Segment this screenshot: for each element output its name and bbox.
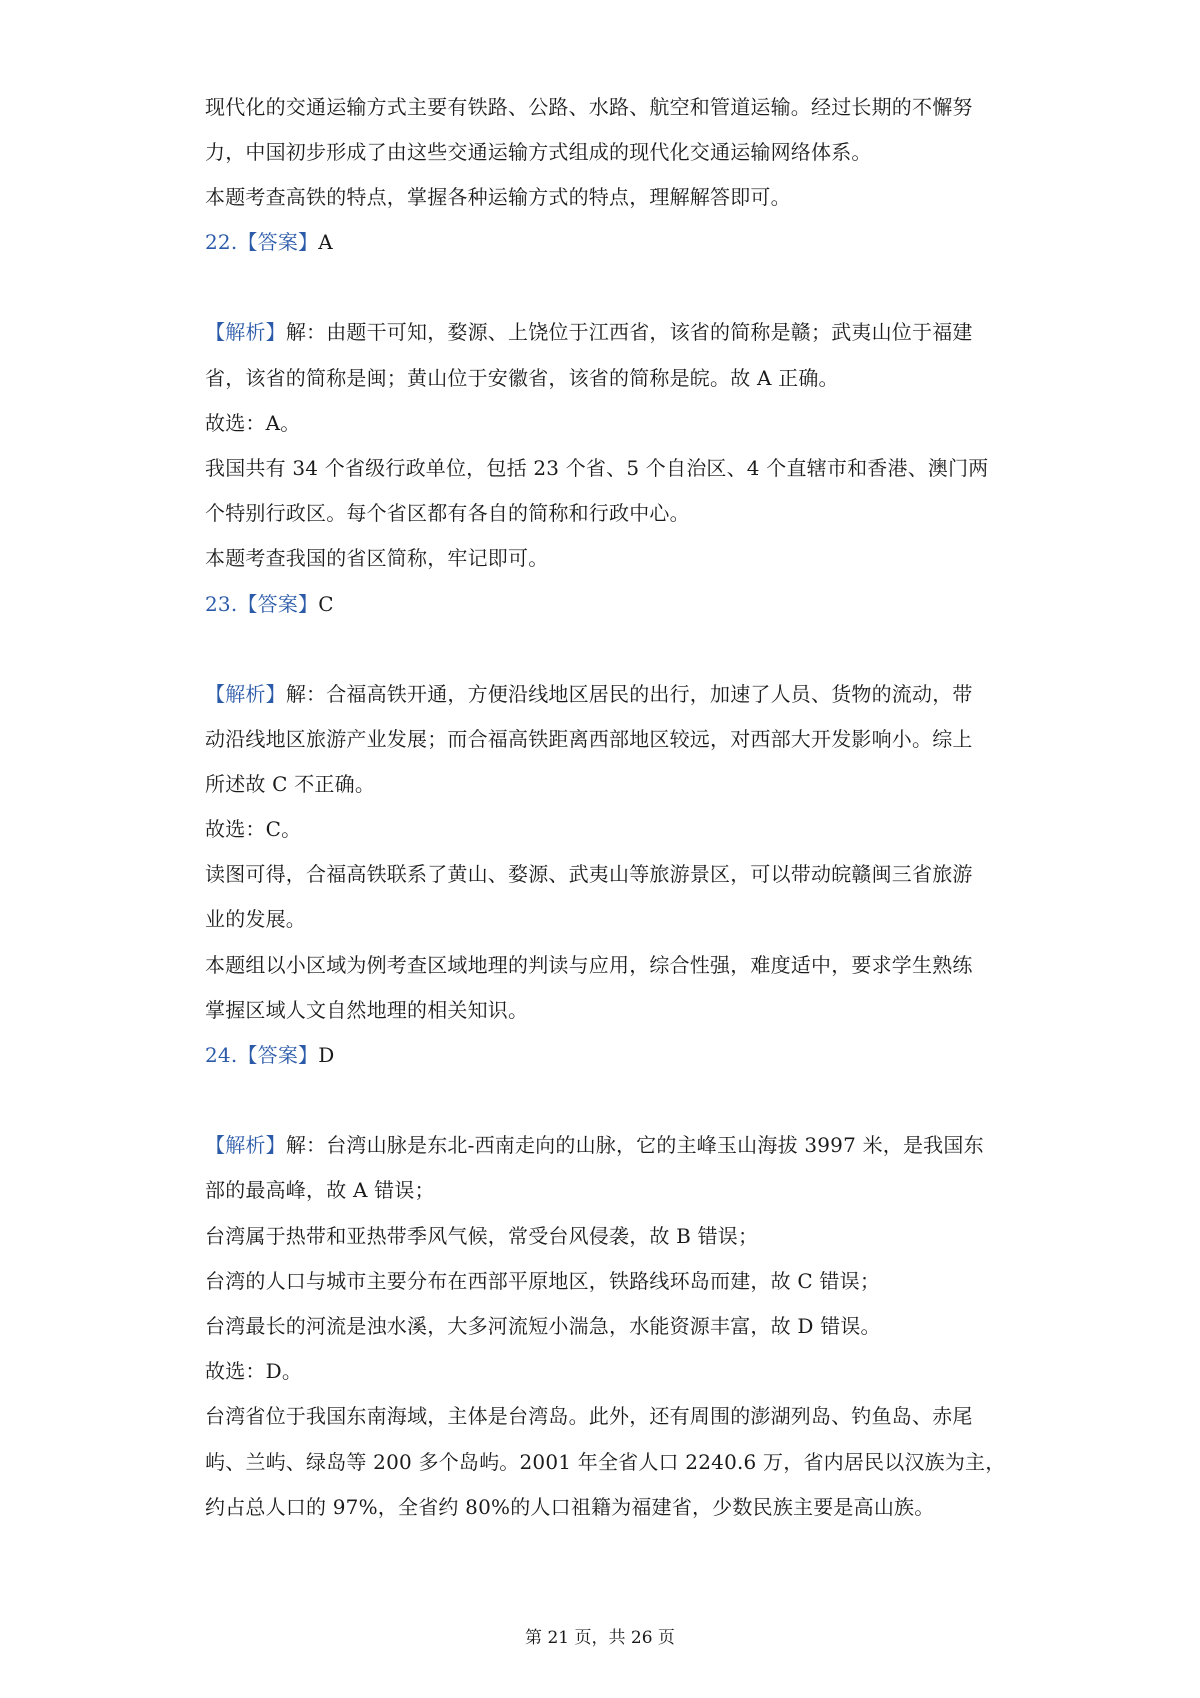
q23-choice-line: 故选：C。 xyxy=(205,817,302,841)
q24-analysis-line-1 xyxy=(205,1131,984,1159)
q22-number: 22. xyxy=(205,230,238,254)
q23-summary-line-1: 本题组以小区域为例考查区域地理的判读与应用，综合性强，难度适中，要求学生熟练 xyxy=(205,953,973,977)
q22-answer-label: 【答案】 xyxy=(237,230,319,254)
intro-line-1: 现代化的交通运输方式主要有铁路、公路、水路、航空和管道运输。经过长期的不懈努 xyxy=(205,95,973,119)
intro-line-3: 本题考查高铁的特点，掌握各种运输方式的特点，理解解答即可。 xyxy=(205,185,791,209)
q24-explain-line-3: 约占总人口的 97%，全省约 80%的人口祖籍为福建省，少数民族主要是高山族。 xyxy=(205,1495,935,1519)
q23-analysis-line-3: 所述故 C 不正确。 xyxy=(205,772,376,796)
q23-answer-label: 【答案】 xyxy=(237,592,319,616)
q22-analysis-line-1 xyxy=(205,318,973,346)
q22-explain-line-1: 我国共有 34 个省级行政单位，包括 23 个省、5 个自治区、4 个直辖市和香港、澳门两 xyxy=(205,456,989,480)
q22-choice-line: 故选：A。 xyxy=(205,411,301,435)
q24-explain-line-2: 屿、兰屿、绿岛等 200 多个岛屿。2001 年全省人口 2240.6 万，省内居民以汉族为主， xyxy=(205,1450,1006,1474)
q22-analysis-line-2: 省，该省的简称是闽；黄山位于安徽省，该省的简称是皖。故 A 正确。 xyxy=(205,366,839,390)
page-footer: 第 21 页，共 26 页 xyxy=(525,1628,675,1648)
q22-analysis-text-1: 解：由题干可知，婺源、上饶位于江西省，该省的简称是赣；武夷山位于福建 xyxy=(285,320,973,344)
q24-analysis-line-2: 部的最高峰，故 A 错误； xyxy=(205,1178,435,1202)
q23-number: 23. xyxy=(205,592,238,616)
q24-explain-line-1: 台湾省位于我国东南海域，主体是台湾岛。此外，还有周围的澎湖列岛、钓鱼岛、赤尾 xyxy=(205,1404,973,1428)
q24-answer-value: D xyxy=(318,1043,335,1067)
q24-number: 24. xyxy=(205,1043,238,1067)
q24-analysis-line-5: 台湾最长的河流是浊水溪，大多河流短小湍急，水能资源丰富，故 D 错误。 xyxy=(205,1314,881,1338)
q23-analysis-text-1: 解：合福高铁开通，方便沿线地区居民的出行，加速了人员、货物的流动，带 xyxy=(285,682,973,706)
intro-line-2: 力，中国初步形成了由这些交通运输方式组成的现代化交通运输网络体系。 xyxy=(205,140,872,164)
q23-analysis-label: 【解析】 xyxy=(205,682,286,706)
q24-analysis-line-3: 台湾属于热带和亚热带季风气候，常受台风侵袭，故 B 错误； xyxy=(205,1224,759,1248)
q24-analysis-label: 【解析】 xyxy=(205,1133,286,1157)
q24-answer-label: 【答案】 xyxy=(237,1043,319,1067)
q24-analysis-line-4: 台湾的人口与城市主要分布在西部平原地区，铁路线环岛而建，故 C 错误； xyxy=(205,1269,881,1293)
q22-summary-line: 本题考查我国的省区简称，牢记即可。 xyxy=(205,546,549,570)
q24-answer-line xyxy=(205,1041,334,1069)
q24-analysis-text-1: 解：台湾山脉是东北-西南走向的山脉，它的主峰玉山海拔 3997 米，是我国东 xyxy=(285,1133,984,1157)
q24-choice-line: 故选：D。 xyxy=(205,1359,303,1383)
q23-answer-value: C xyxy=(318,592,334,616)
q22-answer-value: A xyxy=(318,230,333,254)
q22-answer-line xyxy=(205,228,333,256)
q23-explain-line-2: 业的发展。 xyxy=(205,907,306,931)
q22-explain-line-2: 个特别行政区。每个省区都有各自的简称和行政中心。 xyxy=(205,501,690,525)
q23-analysis-line-1 xyxy=(205,680,973,708)
q23-analysis-line-2: 动沿线地区旅游产业发展；而合福高铁距离西部地区较远，对西部大开发影响小。综上 xyxy=(205,727,973,751)
q23-summary-line-2: 掌握区域人文自然地理的相关知识。 xyxy=(205,998,529,1022)
q23-explain-line-1: 读图可得，合福高铁联系了黄山、婺源、武夷山等旅游景区，可以带动皖赣闽三省旅游 xyxy=(205,862,973,886)
q23-answer-line xyxy=(205,590,334,618)
q22-analysis-label: 【解析】 xyxy=(205,320,286,344)
